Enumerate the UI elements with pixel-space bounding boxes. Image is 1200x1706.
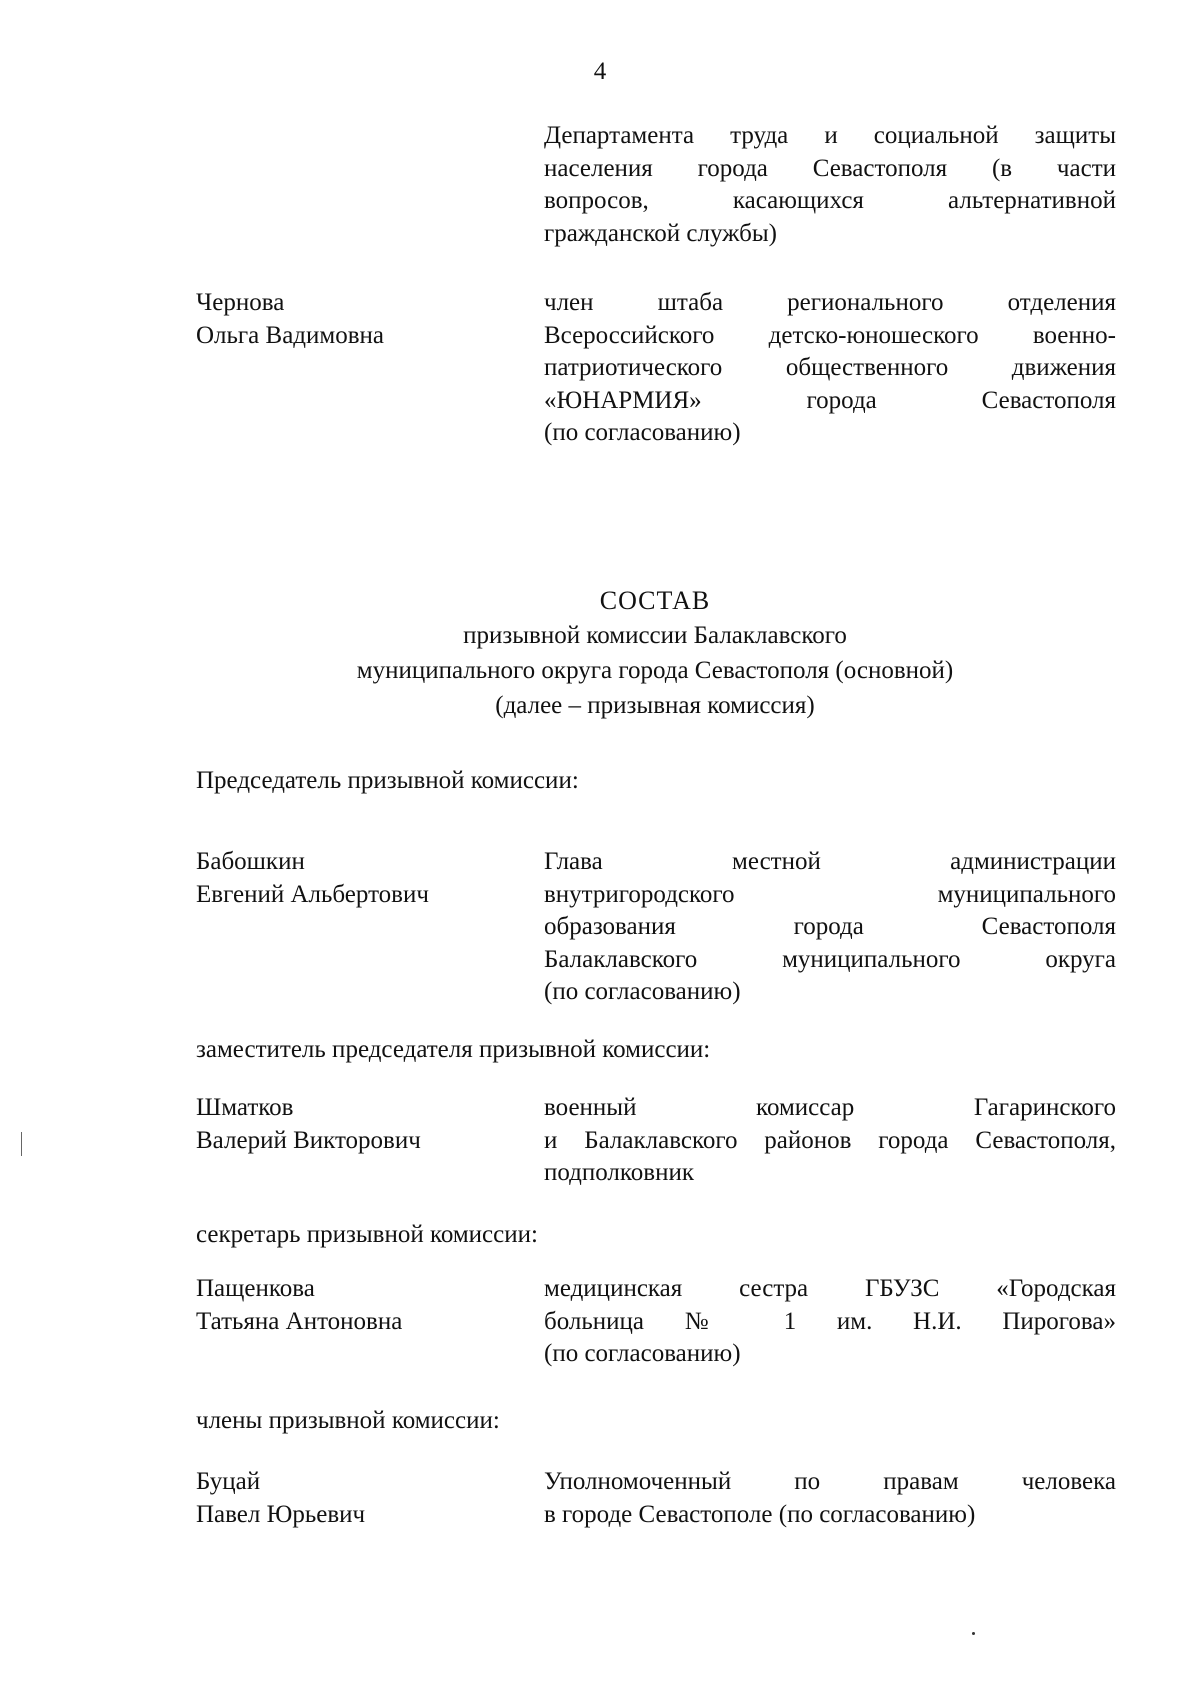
member-description-shmatkov (544, 1092, 1116, 1190)
description-line: в городе Севастополе (по согласованию) (544, 1500, 976, 1528)
member-name-shmatkov (196, 1092, 421, 1157)
member-name-baboshkin (196, 846, 429, 911)
surname: Буцай (196, 1468, 261, 1495)
heading-line: муниципального округа города Севастополя (основной) (356, 657, 954, 684)
scan-margin-mark (21, 1132, 22, 1156)
surname: Бабошкин (196, 848, 305, 875)
given-name: Ольга Вадимовна (196, 321, 385, 349)
heading-title: СОСТАВ (599, 586, 711, 615)
heading-line: (далее – призывная комиссия) (495, 692, 815, 719)
description-line: гражданской службы) (544, 219, 777, 247)
description-line: подполковник (544, 1159, 694, 1187)
description-line: населения города Севастополя (в части (544, 154, 1116, 182)
description-line: Департамента труда и социальной защиты (544, 122, 1116, 149)
member-description-baboshkin (544, 846, 1116, 1009)
role-chairman: Председатель призывной комиссии: (196, 767, 579, 794)
description-line: Уполномоченный по правам человека (544, 1468, 1116, 1495)
description-line: Всероссийского детско-юношеского военно- (544, 321, 1116, 349)
member-description-butsai (544, 1466, 1116, 1531)
description-line: больница № 1 им. Н.И. Пирогова» (544, 1307, 1116, 1335)
member-name-pashchenkova (196, 1273, 402, 1338)
description-line: вопросов, касающихся альтернативной (544, 187, 1116, 215)
description-line: (по согласованию) (544, 419, 741, 447)
role-members: члены призывной комиссии: (196, 1407, 500, 1434)
surname: Шматков (196, 1094, 294, 1121)
description-line: военный комиссар Гагаринского (544, 1094, 1116, 1121)
member-description-pashchenkova (544, 1273, 1116, 1371)
role-deputy: заместитель председателя призывной комиссии: (196, 1036, 711, 1063)
description-line: и Балаклавского районов города Севастополя, (544, 1126, 1116, 1154)
description-line: «ЮНАРМИЯ» города Севастополя (544, 386, 1116, 414)
role-secretary: секретарь призывной комиссии: (196, 1221, 538, 1248)
given-name: Евгений Альбертович (196, 880, 429, 908)
given-name: Валерий Викторович (196, 1126, 421, 1154)
description-line: (по согласованию) (544, 1340, 741, 1368)
description-line: (по согласованию) (544, 978, 741, 1006)
given-name: Павел Юрьевич (196, 1500, 366, 1528)
description-line: член штаба регионального отделения (544, 289, 1116, 316)
section-heading (0, 583, 1200, 723)
page-number: 4 (593, 58, 607, 85)
description-line: образования города Севастополя (544, 913, 1116, 941)
description-line: медицинская сестра ГБУЗС «Городская (544, 1275, 1116, 1302)
scan-dot-mark (972, 1632, 975, 1635)
given-name: Татьяна Антоновна (196, 1307, 403, 1335)
top-description (544, 120, 1116, 250)
surname: Пащенкова (196, 1275, 315, 1302)
heading-line: призывной комиссии Балаклавского (463, 622, 847, 649)
member-name-chernova (196, 287, 384, 352)
description-line: Глава местной администрации (544, 848, 1116, 875)
description-line: патриотического общественного движения (544, 354, 1116, 382)
description-line: внутригородского муниципального (544, 880, 1116, 908)
surname: Чернова (196, 289, 285, 316)
member-description-chernova (544, 287, 1116, 450)
member-name-butsai (196, 1466, 365, 1531)
description-line: Балаклавского муниципального округа (544, 945, 1116, 973)
